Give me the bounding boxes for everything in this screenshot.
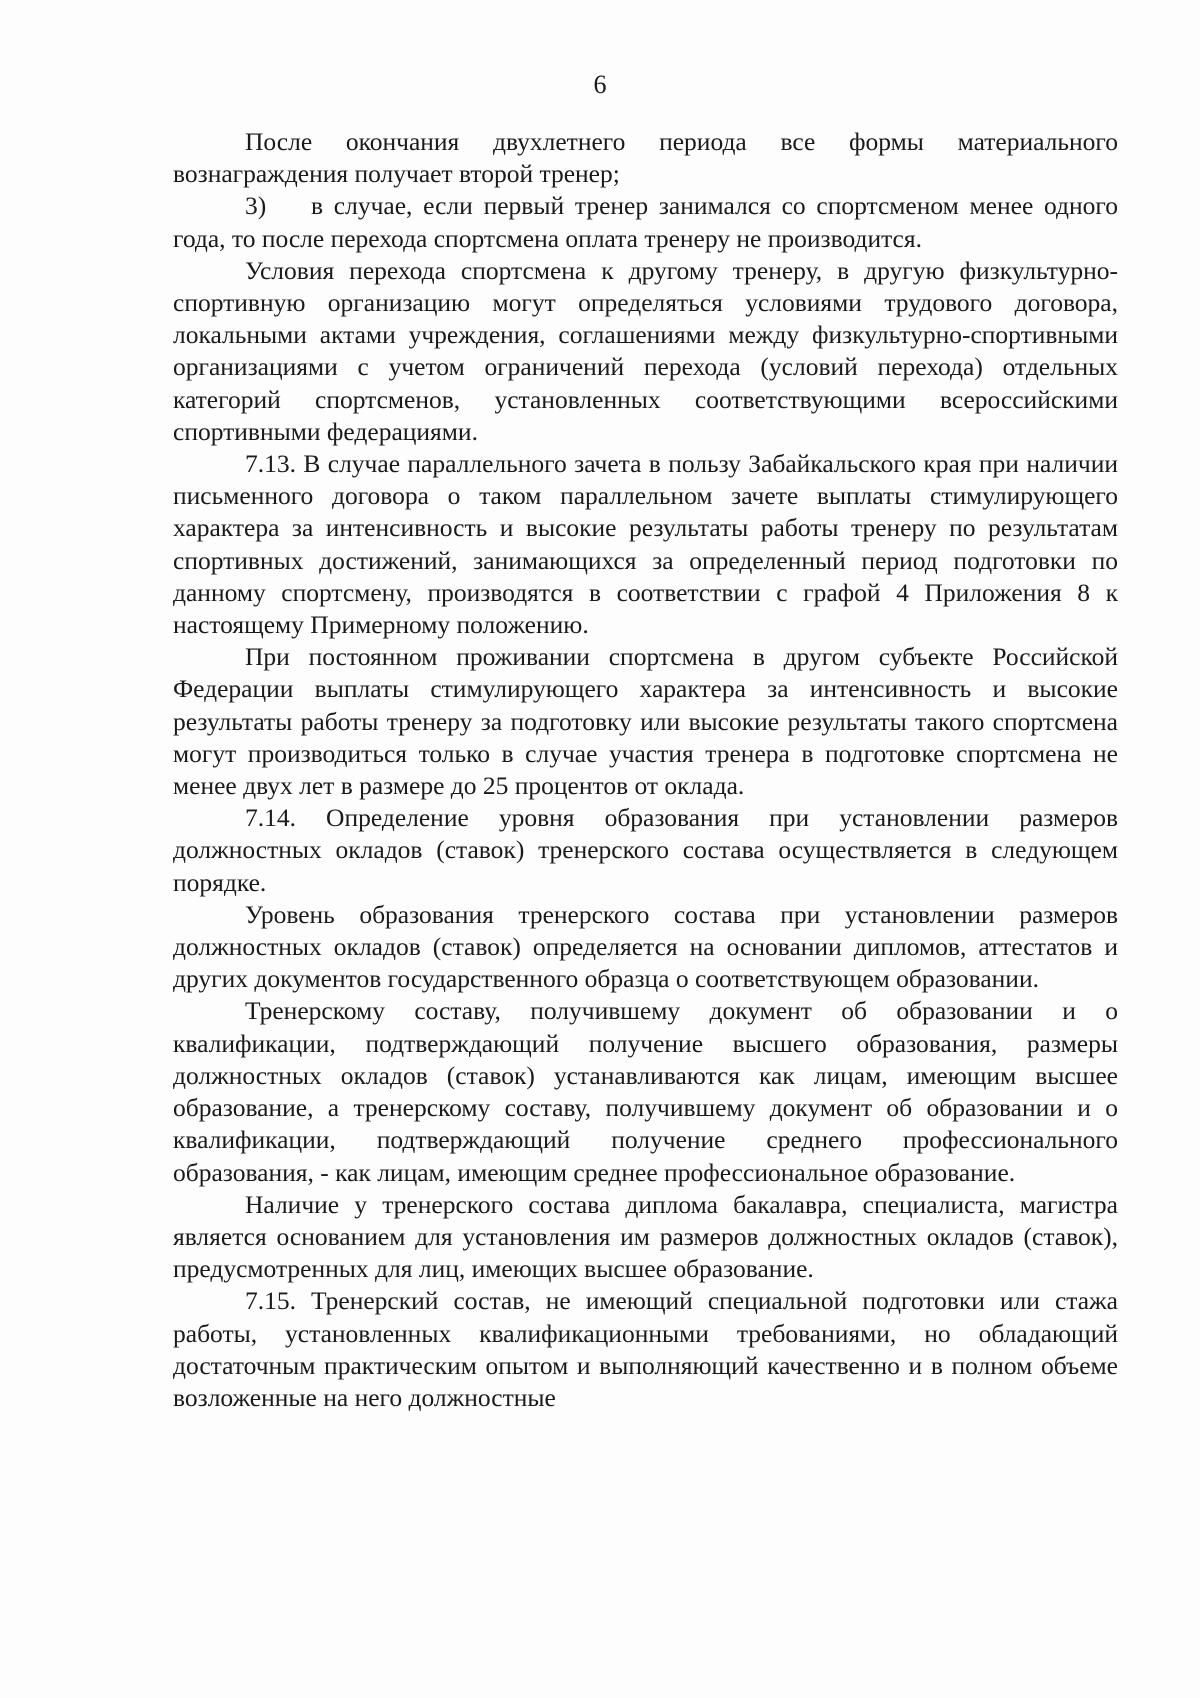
paragraph-higher-education: Тренерскому составу, получившему документ об образовании и о квалификации, подтверждающий получение высшего образования, размеры должностных окладов (ставок) устанавливаются как лицам, имеющим высшее образование, а тренерскому составу, получившему документ об образовании и о квалификации, подтверждающий получение среднего профессионального образования, - как лицам, имеющим среднее профессиональное образование. (173, 996, 1118, 1187)
paragraph-continuation: После окончания двухлетнего периода все формы материального вознаграждения получает второй тренер; (173, 127, 1118, 189)
paragraph-other-region: При постоянном проживании спортсмена в другом субъекте Российской Федерации выплаты стимулирующего характера за интенсивность и высокие результаты работы тренеру за подготовку или высокие результаты такого спортсмена могут производиться только в случае участия тренера в подготовке спортсмена не менее двух лет в размере до 25 процентов от оклада. (173, 642, 1118, 801)
document-body (173, 126, 1118, 1414)
list-marker: 3) (245, 191, 267, 221)
paragraph-transfer-conditions: Условия перехода спортсмена к другому тренеру, в другую физкультурно-спортивную организацию могут определяться условиями трудового договора, локальными актами учреждения, соглашениями между физкультурно-спортивными организациями с учетом ограничений перехода (условий перехода) отдельных категорий спортсменов, установленных соответствующими всероссийскими спортивными федерациями. (173, 255, 1118, 446)
paragraph-7-14: 7.14. Определение уровня образования при установлении размеров должностных окладов (ставок) тренерского состава осуществляется в следующем порядке. (173, 803, 1118, 897)
page-number: 6 (593, 70, 607, 99)
paragraph-education-level: Уровень образования тренерского состава при установлении размеров должностных окладов (ставок) определяется на основании дипломов, аттестатов и других документов государственного образца о соответствующем образовании. (173, 899, 1118, 994)
paragraph-7-13: 7.13. В случае параллельного зачета в пользу Забайкальского края при наличии письменного договора о таком параллельном зачете выплаты стимулирующего характера за интенсивность и высокие результаты работы тренеру по результатам спортивных достижений, занимающихся за определенный период подготовки по данному спортсмену, производятся в соответствии с графой 4 Приложения 8 к настоящему Примерному положению. (173, 449, 1118, 640)
paragraph-diploma: Наличие у тренерского состава диплома бакалавра, специалиста, магистра является основанием для установления им размеров должностных окладов (ставок), предусмотренных для лиц, имеющих высшее образование. (173, 1189, 1118, 1284)
list-item-text: в случае, если первый тренер занимался со спортсменом менее одного года, то после перехода спортсмена оплата тренеру не производится. (173, 191, 1118, 253)
list-item-3 (173, 190, 1118, 254)
paragraph-7-15: 7.15. Тренерский состав, не имеющий специальной подготовки или стажа работы, установленных квалификационными требованиями, но обладающий достаточным практическим опытом и выполняющий качественно и в полном объеме возложенные на него должностные (173, 1286, 1118, 1412)
